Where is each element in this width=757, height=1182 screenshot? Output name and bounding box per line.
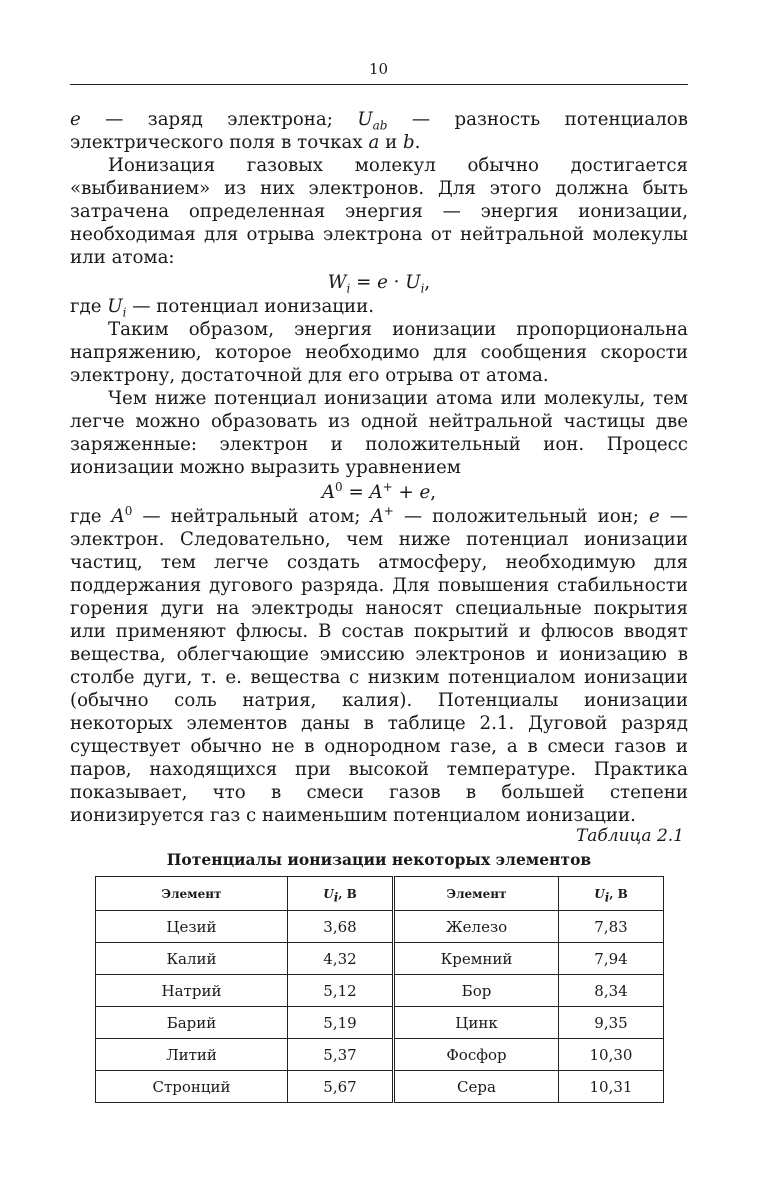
cell-value: 3,68 — [288, 911, 394, 943]
table-header-row — [96, 877, 664, 911]
cell-value: 8,34 — [559, 975, 664, 1007]
cell-value: 4,32 — [288, 943, 394, 975]
paragraph-process: Чем ниже потенциал ионизации атома или молекулы, тем легче можно образовать из одной нейтральной частицы две заряженные: электрон и положительный ион. Процесс ионизации можно выразить уравнением — [70, 388, 688, 478]
table-row — [96, 1039, 664, 1071]
formula-ionization-equation: $A^0 = A^+ + e$, — [321, 479, 437, 503]
cell-value: 5,37 — [288, 1039, 394, 1071]
header-potential-2: $U_i$, В — [559, 877, 664, 911]
cell-element: Фосфор — [394, 1039, 559, 1071]
cell-element: Железо — [394, 911, 559, 943]
formula-ionization-energy: $W_i = e \cdot U_i$, — [327, 272, 431, 296]
paragraph-definitions: e — заряд электрона; $U_{ab}$ — разность потенциалов электрического поля в точках a и b. — [70, 109, 688, 153]
page-number: 10 — [368, 60, 389, 78]
cell-element: Сера — [394, 1071, 559, 1103]
cell-element: Бор — [394, 975, 559, 1007]
table-row — [96, 1071, 664, 1103]
cell-element: Цезий — [96, 911, 288, 943]
header-element-1: Элемент — [96, 877, 288, 911]
cell-element: Барий — [96, 1007, 288, 1039]
table-row — [96, 911, 664, 943]
cell-value: 7,83 — [559, 911, 664, 943]
cell-value: 5,12 — [288, 975, 394, 1007]
table-row — [96, 943, 664, 975]
paragraph-ionization: Ионизация газовых молекул обычно достигается «выбиванием» из них электронов. Для этого должна быть затрачена определенная энергия — энергия ионизации, необходимая для отрыва электрона от нейтральной молекулы или атома: — [70, 155, 688, 268]
cell-element: Калий — [96, 943, 288, 975]
table-row — [96, 1007, 664, 1039]
paragraph-energy: Таким образом, энергия ионизации пропорциональна напряжению, которое необходимо для сообщения скорости электрону, достаточной для его отрыва от атома. — [70, 319, 688, 386]
cell-element: Цинк — [394, 1007, 559, 1039]
header-rule — [70, 84, 688, 85]
cell-value: 5,67 — [288, 1071, 394, 1103]
table-title: Потенциалы ионизации некоторых элементов — [166, 850, 592, 869]
cell-value: 10,30 — [559, 1039, 664, 1071]
cell-value: 5,19 — [288, 1007, 394, 1039]
cell-value: 9,35 — [559, 1007, 664, 1039]
paragraph-explanation: где $A^0$ — нейтральный атом; A+ — положительный ион; e — электрон. Следовательно, чем ниже потенциал ионизации частиц, тем легче создать атмосферу, необходимую для поддержания дугового разряда. Для повышения стабильности горения дуги на электроды наносят специальные покрытия или применяют флюсы. В состав покрытий и флюсов вводят вещества, облегчающие эмиссию электронов и ионизацию в столбе дуги, т. е. вещества с низким потенциалом ионизации (обычно соль натрия, калия). Потенциалы ионизации некоторых элементов даны в таблице 2.1. Дуговой разряд существует обычно не в однородном газе, а в смеси газов и паров, находящихся при высокой температуре. Практика показывает, что в смеси газов в большей степени ионизируется газ с наименьшим потенциалом ионизации. — [70, 503, 688, 826]
ionization-table — [95, 876, 664, 1103]
cell-value: 10,31 — [559, 1071, 664, 1103]
paragraph-potential-definition: где $U_i$ — потенциал ионизации. — [70, 296, 375, 320]
table-row — [96, 975, 664, 1007]
cell-value: 7,94 — [559, 943, 664, 975]
cell-element: Литий — [96, 1039, 288, 1071]
table-caption: Таблица 2.1 — [575, 826, 684, 846]
cell-element: Стронций — [96, 1071, 288, 1103]
cell-element: Кремний — [394, 943, 559, 975]
cell-element: Натрий — [96, 975, 288, 1007]
header-potential-1: $U_i$, В — [288, 877, 394, 911]
header-element-2: Элемент — [394, 877, 559, 911]
body-text — [70, 108, 688, 827]
